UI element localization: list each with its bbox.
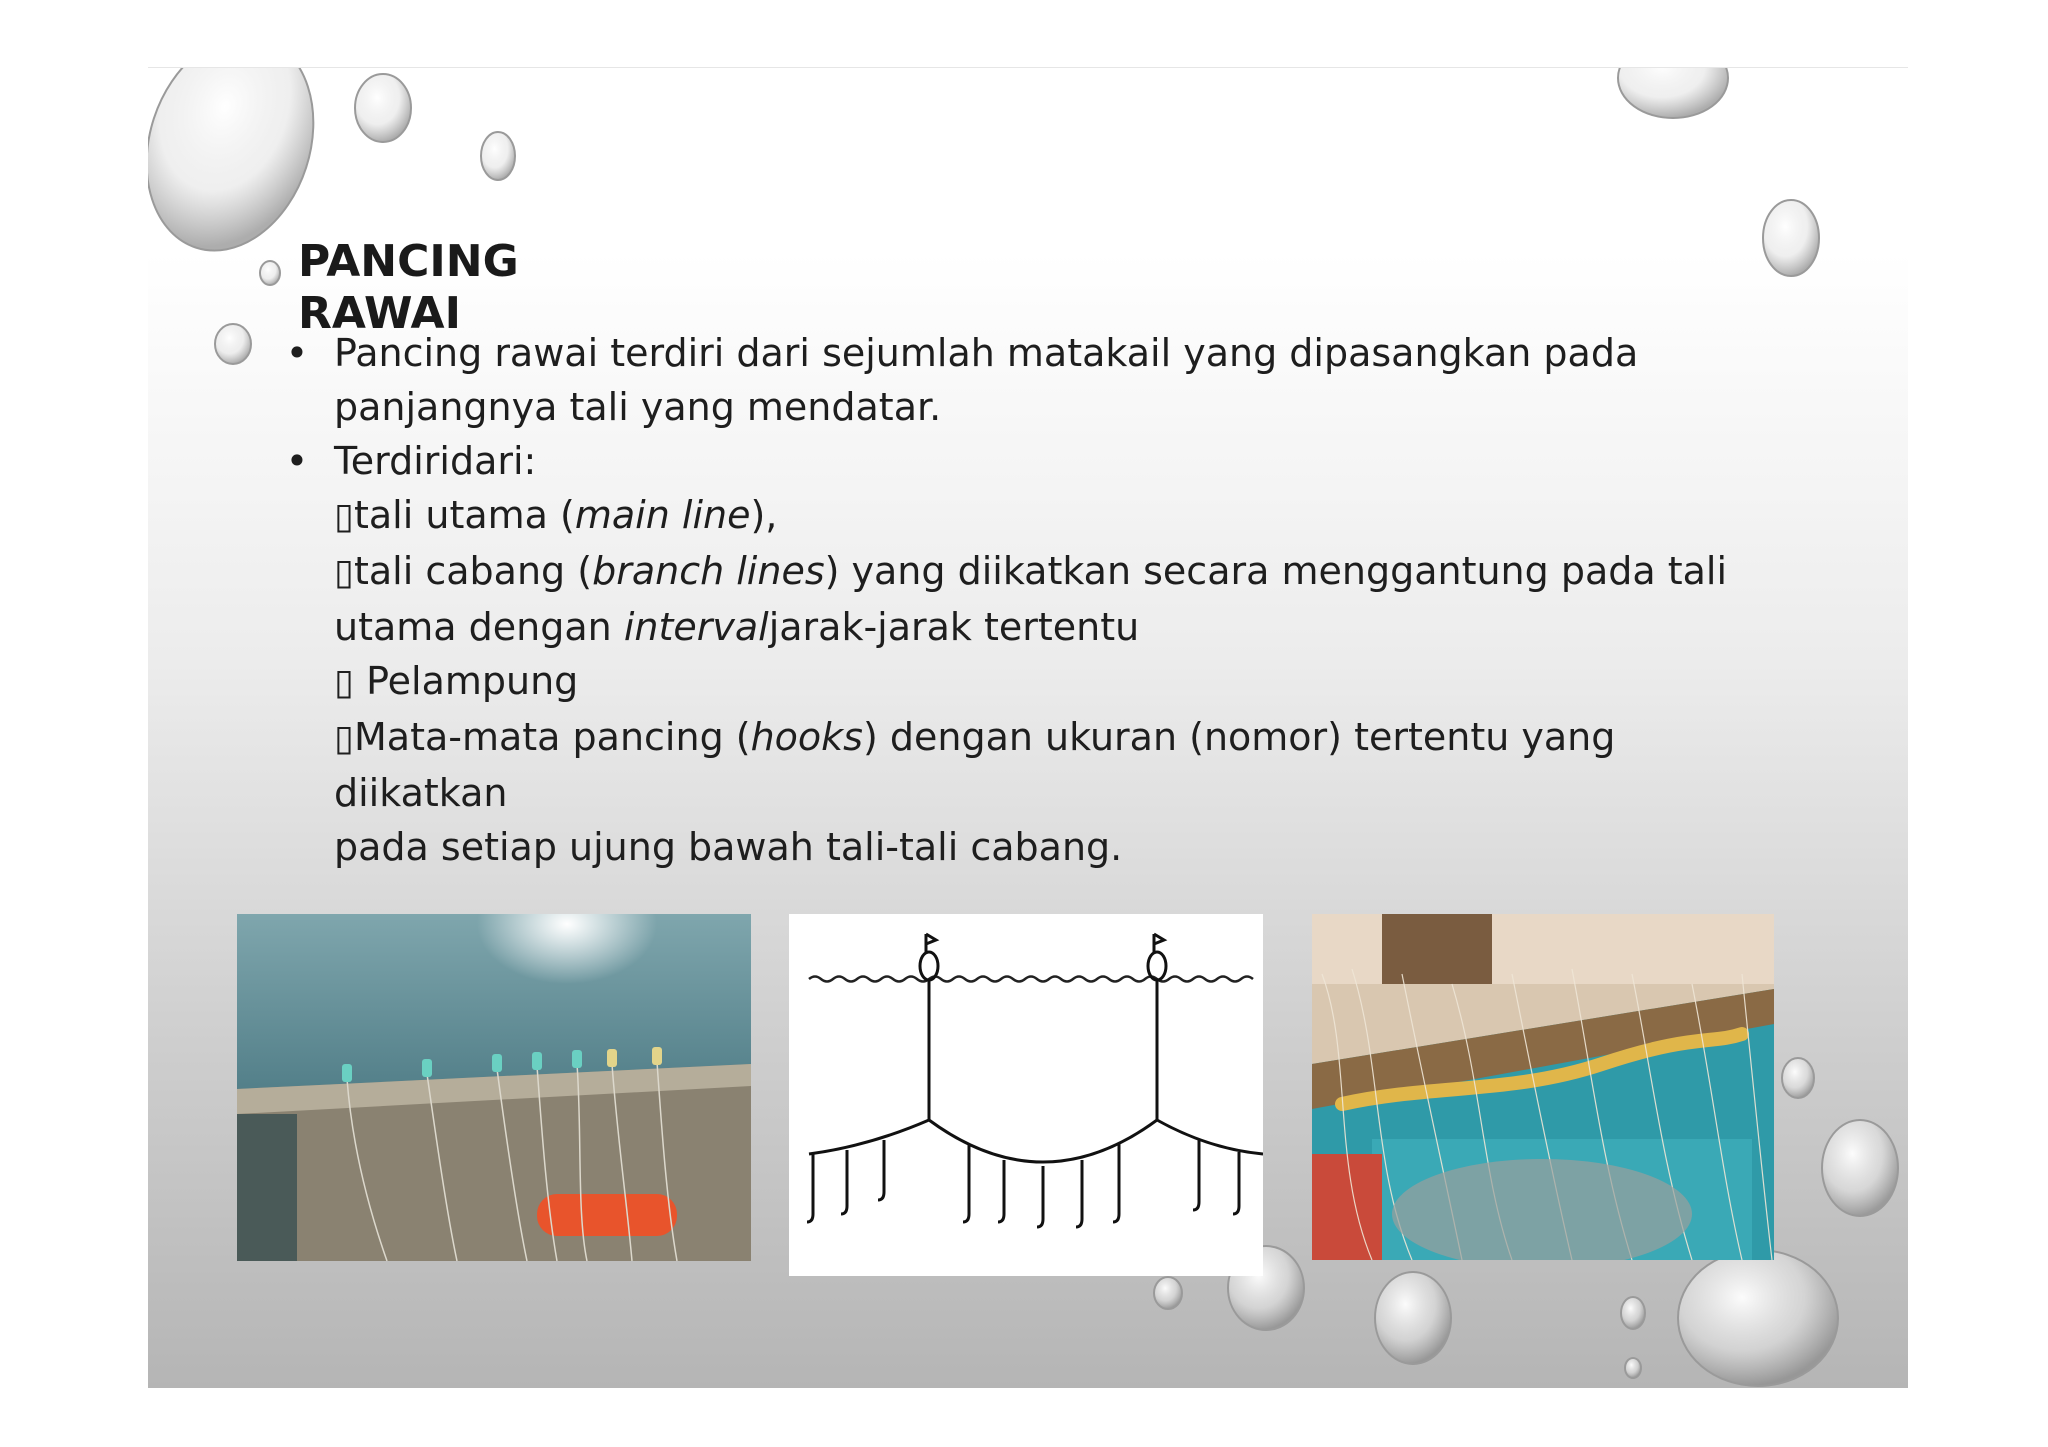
missing-glyph: ▯	[334, 496, 354, 537]
sub-item-continuation: pada setiap ujung bawah tali-tali cabang.	[334, 825, 1123, 869]
bullet-item	[282, 326, 1782, 434]
bullet-glyph: •	[285, 331, 309, 375]
sub-item: ▯ Pelampung	[334, 654, 1782, 710]
sub-item: ▯tali utama (main line),	[334, 488, 1782, 544]
missing-glyph: ▯	[334, 718, 354, 759]
bullet-glyph: •	[285, 439, 309, 483]
missing-glyph: ▯	[334, 552, 354, 593]
sub-item-continuation: utama dengan intervaljarak-jarak tertentu	[334, 605, 1140, 649]
missing-glyph: ▯	[334, 662, 354, 703]
slide-title: PANCING RAWAI	[298, 236, 519, 339]
sub-item: ▯Mata-mata pancing (hooks) dengan ukuran (nomor) tertentu yang diikatkan	[334, 710, 1782, 820]
bullet-text: Terdiridari:	[334, 439, 537, 483]
sub-item: ▯tali cabang (branch lines) yang diikatkan secara menggantung pada tali	[334, 544, 1782, 600]
photo-hooks-on-boat	[237, 914, 751, 1261]
bullet-text: Pancing rawai terdiri dari sejumlah matakail yang dipasangkan pada panjangnya tali yang mendatar.	[334, 331, 1639, 429]
bullet-item	[282, 434, 1782, 874]
photo-longline-basket	[1312, 914, 1774, 1260]
body-text	[282, 326, 1782, 874]
diagram-longline	[789, 914, 1263, 1276]
slide	[148, 67, 1908, 1388]
